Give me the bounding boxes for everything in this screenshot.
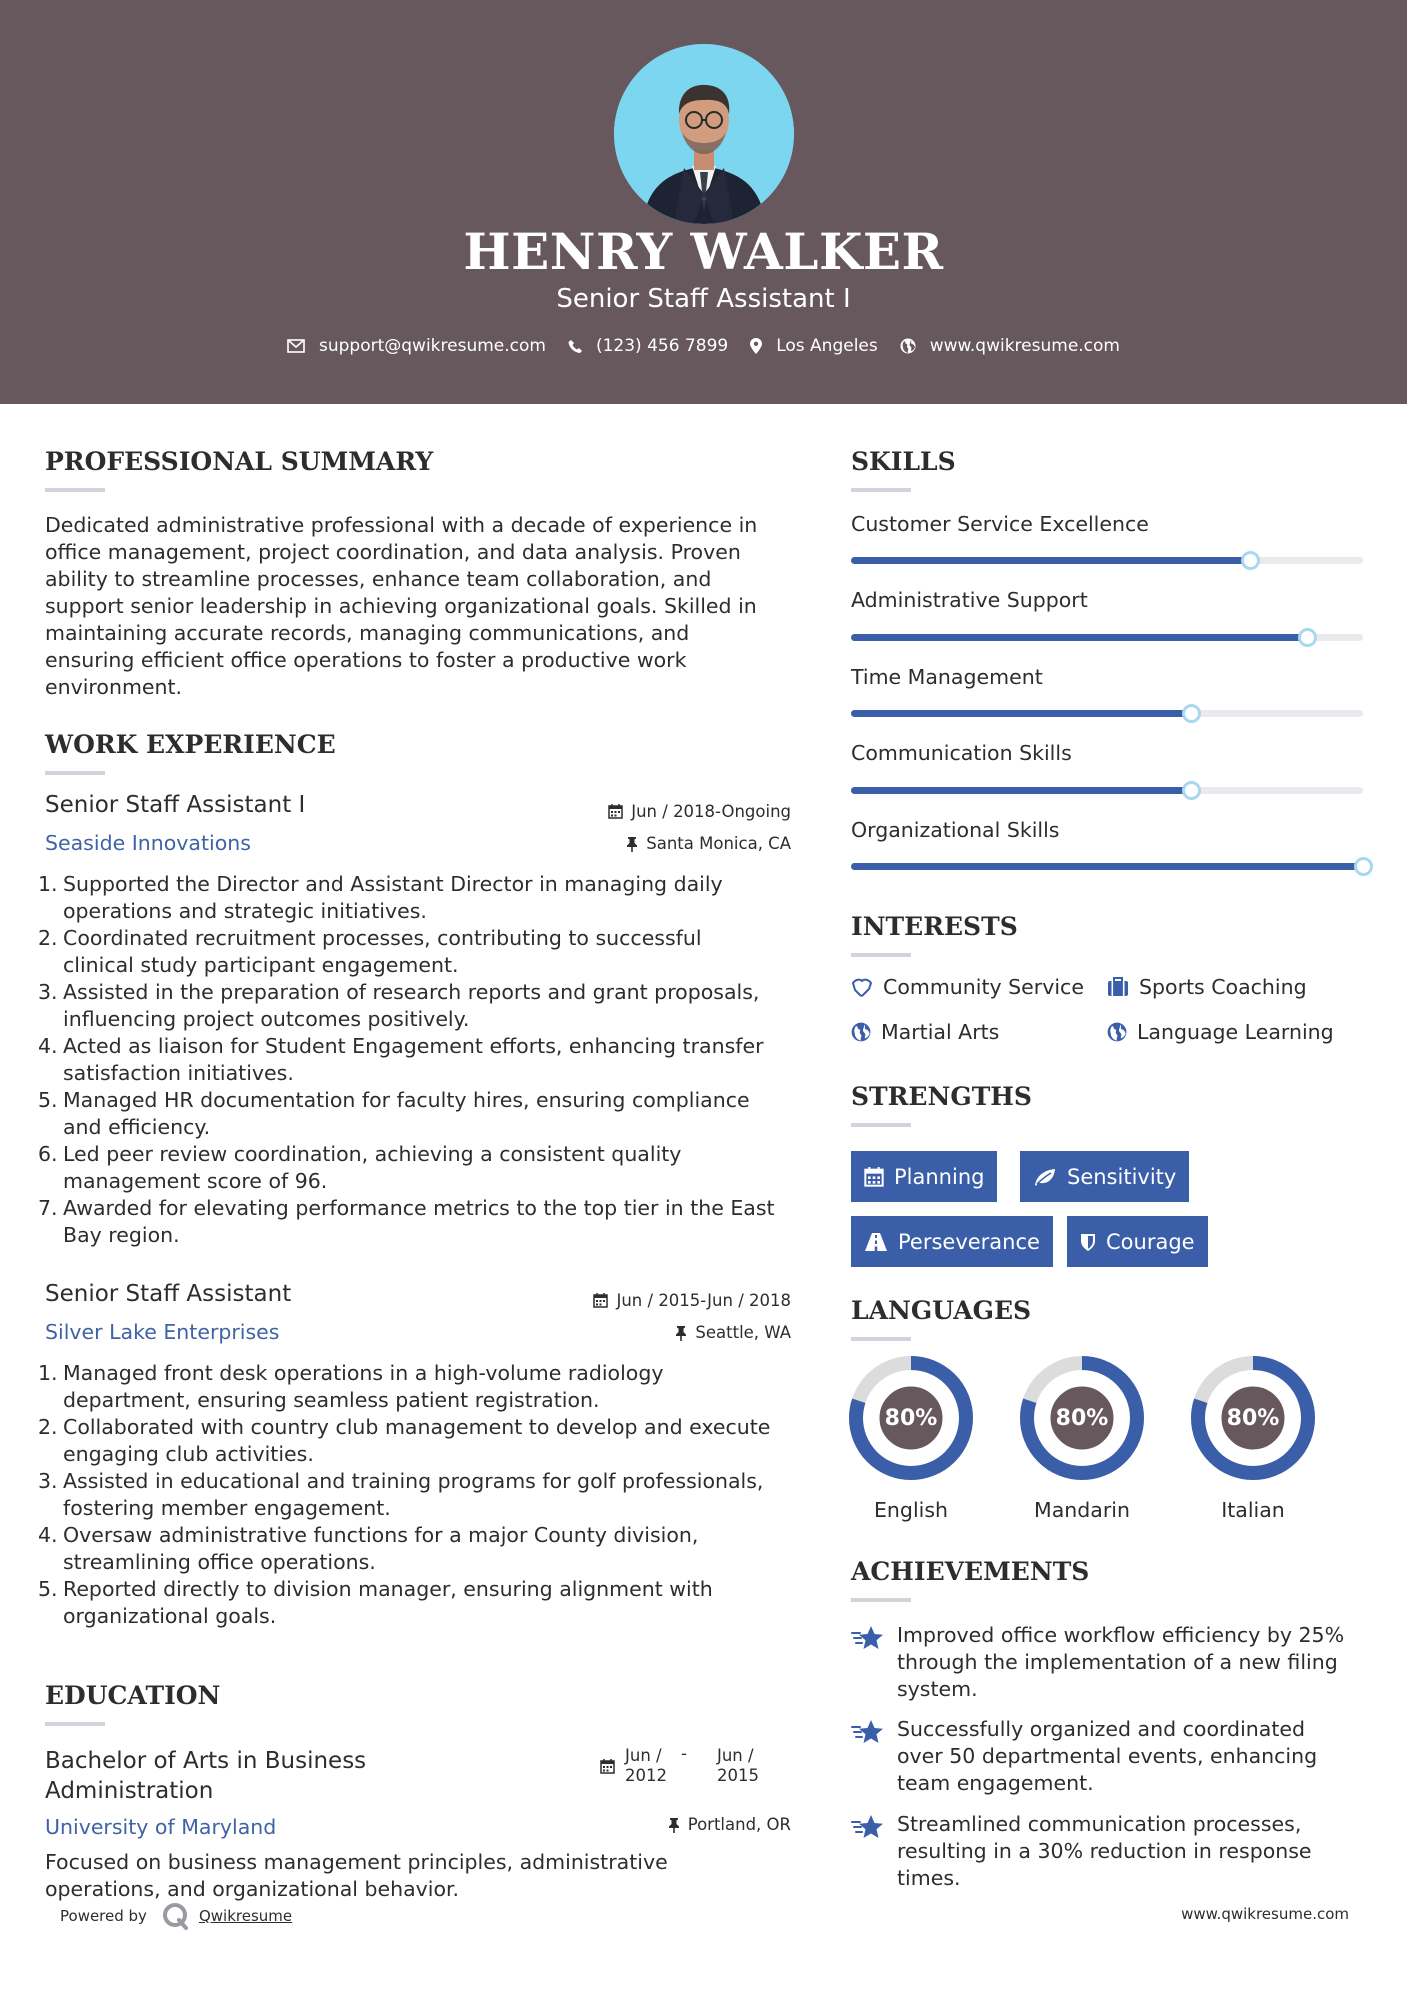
profile-photo-illustration (614, 44, 794, 224)
strength-badge (1067, 1216, 1208, 1267)
job-location-text: Seattle, WA (695, 1323, 791, 1342)
education-description (45, 1849, 668, 1903)
interest-label: Community Service (883, 975, 1084, 999)
school-name: University of Maryland (45, 1815, 277, 1839)
list-number: 2. (38, 1415, 58, 1439)
list-item (0, 1360, 770, 1414)
interest-label: Sports Coaching (1139, 975, 1307, 999)
education-heading: EDUCATION (45, 1681, 221, 1710)
list-line: Bay region. (63, 1223, 180, 1247)
contact-email-text: support@qwikresume.com (319, 336, 546, 356)
skill-bar (851, 557, 1363, 564)
summary-line: environment. (45, 675, 183, 699)
skills-heading: SKILLS (851, 447, 956, 476)
list-line: operations and strategic initiatives. (63, 899, 427, 923)
skill-bar-knob (1182, 781, 1201, 800)
profile-photo (614, 44, 794, 224)
summary-heading-underline (45, 488, 105, 492)
interest-item (1107, 975, 1307, 999)
list-number: 4. (38, 1034, 58, 1058)
job-company: Seaside Innovations (45, 831, 251, 855)
shield-icon (1080, 1232, 1096, 1252)
achievement-item (851, 1622, 1371, 1703)
achievement-line: through the implementation of a new filing (897, 1650, 1338, 1674)
strength-label: Courage (1106, 1229, 1195, 1254)
list-line: Managed front desk operations in a high-volume radiology (63, 1361, 664, 1385)
list-line: Reported directly to division manager, ensuring alignment with (63, 1577, 713, 1601)
road-icon (864, 1232, 888, 1252)
list-item (0, 1576, 770, 1630)
skill-label: Customer Service Excellence (851, 512, 1149, 536)
phone-icon (568, 339, 582, 354)
leaf-icon (1033, 1167, 1057, 1187)
list-line: Assisted in the preparation of research reports and grant proposals, (63, 980, 760, 1004)
education-end (717, 1746, 759, 1786)
list-line: influencing project outcomes positively. (63, 1007, 470, 1031)
languages-heading: LANGUAGES (851, 1296, 1032, 1325)
list-line: clinical study participant engagement. (63, 953, 459, 977)
strength-label: Planning (894, 1164, 985, 1189)
achievements-heading-underline (851, 1598, 911, 1602)
summary-line: maintaining accurate records, managing communications, and (45, 621, 690, 645)
skill-bar-knob (1354, 857, 1373, 876)
education-location-text: Portland, OR (687, 1815, 791, 1834)
job-responsibilities (0, 871, 775, 1249)
briefcase-icon (1107, 977, 1129, 997)
language-item (849, 1356, 973, 1522)
list-line: Acted as liaison for Student Engagement efforts, enhancing transfer (63, 1034, 764, 1058)
list-item (0, 1522, 770, 1576)
achievement-line: Improved office workflow efficiency by 25% (897, 1623, 1345, 1647)
job-date (608, 802, 791, 821)
language-name: Mandarin (1034, 1498, 1130, 1522)
skill-bar-knob (1182, 704, 1201, 723)
skill-label: Organizational Skills (851, 818, 1060, 842)
achievement-line: times. (897, 1866, 961, 1890)
list-item (0, 1468, 770, 1522)
education-description-line: operations, and organizational behavior. (45, 1877, 460, 1901)
education-start-month: Jun / (625, 1746, 662, 1765)
candidate-name: HENRY WALKER (463, 222, 944, 281)
list-line: Coordinated recruitment processes, contributing to successful (63, 926, 702, 950)
strengths-heading-underline (851, 1123, 911, 1127)
list-line: organizational goals. (63, 1604, 277, 1628)
language-percent: 80% (1226, 1405, 1280, 1431)
skill-label: Administrative Support (851, 588, 1088, 612)
strength-label: Perseverance (898, 1229, 1040, 1254)
achievement-line: system. (897, 1677, 978, 1701)
list-line: and efficiency. (63, 1115, 211, 1139)
degree-title (45, 1746, 366, 1806)
language-name: Italian (1221, 1498, 1285, 1522)
globe-icon (900, 338, 916, 354)
language-percent: 80% (884, 1405, 938, 1431)
list-line: Led peer review coordination, achieving a consistent quality (63, 1142, 682, 1166)
contact-email[interactable] (287, 336, 546, 356)
globe-icon (851, 1022, 871, 1042)
achievement-line: Successfully organized and coordinated (897, 1717, 1305, 1741)
achievement-item (851, 1716, 1371, 1797)
job-date (593, 1291, 791, 1310)
education-location (668, 1815, 791, 1834)
list-line: Supported the Director and Assistant Director in managing daily (63, 872, 723, 896)
list-number: 6. (38, 1142, 58, 1166)
list-item (0, 1195, 775, 1249)
strength-badge (851, 1151, 997, 1202)
job-company: Silver Lake Enterprises (45, 1320, 280, 1344)
list-line: streamlining office operations. (63, 1550, 376, 1574)
contact-bar (0, 336, 1407, 356)
strength-badge (851, 1216, 1053, 1267)
education-heading-underline (45, 1722, 105, 1726)
achievement-line: Streamlined communication processes, (897, 1812, 1302, 1836)
calendar-icon (608, 804, 623, 819)
summary-line: office management, project coordination, and data analysis. Proven (45, 540, 741, 564)
job-date-text: Jun / 2015-Jun / 2018 (616, 1291, 791, 1310)
pushpin-icon (626, 836, 638, 852)
list-number: 3. (38, 980, 58, 1004)
list-line: fostering member engagement. (63, 1496, 391, 1520)
map-pin-icon (750, 338, 762, 354)
list-number: 1. (38, 872, 58, 896)
job-title: Senior Staff Assistant I (45, 792, 306, 818)
education-start-year: 2012 (625, 1766, 667, 1785)
globe-icon (1107, 1022, 1127, 1042)
calendar-icon (864, 1167, 884, 1187)
interests-heading: INTERESTS (851, 912, 1018, 941)
interests-heading-underline (851, 953, 911, 957)
pushpin-icon (668, 1817, 680, 1833)
job-title: Senior Staff Assistant (45, 1281, 292, 1307)
star-icon (851, 1813, 885, 1841)
list-line: Awarded for elevating performance metrics to the top tier in the East (63, 1196, 775, 1220)
summary-line: support senior leadership in achieving organizational goals. Skilled in (45, 594, 757, 618)
job-location (626, 834, 791, 853)
strength-label: Sensitivity (1067, 1164, 1177, 1189)
list-line: engaging club activities. (63, 1442, 314, 1466)
resume-header (0, 0, 1407, 404)
skill-bar-knob (1298, 628, 1317, 647)
list-number: 3. (38, 1469, 58, 1493)
interest-item (851, 975, 1084, 999)
skill-bar-fill (851, 557, 1250, 564)
skill-bar-fill (851, 634, 1307, 641)
contact-website[interactable] (900, 336, 1120, 356)
achievement-line: team engagement. (897, 1771, 1094, 1795)
experience-heading: WORK EXPERIENCE (45, 730, 336, 759)
interest-label: Language Learning (1137, 1020, 1334, 1044)
candidate-title: Senior Staff Assistant I (556, 284, 851, 314)
skill-bar (851, 863, 1363, 870)
star-icon (851, 1718, 885, 1746)
list-item (0, 1141, 775, 1195)
list-item (0, 1033, 775, 1087)
skill-bar-fill (851, 710, 1191, 717)
calendar-icon (593, 1293, 608, 1308)
skill-bar (851, 787, 1363, 794)
list-number: 1. (38, 1361, 58, 1385)
language-item (1020, 1356, 1144, 1522)
list-line: Managed HR documentation for faculty hires, ensuring compliance (63, 1088, 750, 1112)
skill-bar (851, 710, 1363, 717)
summary-line: ensuring efficient office operations to foster a productive work (45, 648, 687, 672)
contact-phone[interactable] (568, 336, 728, 356)
skill-label: Communication Skills (851, 741, 1072, 765)
list-line: satisfaction initiatives. (63, 1061, 294, 1085)
summary-text (45, 512, 757, 701)
education-end-year: 2015 (716, 1766, 759, 1785)
interest-item (851, 1020, 999, 1044)
education-start (625, 1746, 667, 1786)
list-item (0, 1087, 775, 1141)
list-item (0, 925, 775, 979)
list-number: 4. (38, 1523, 58, 1547)
contact-location-text: Los Angeles (776, 336, 878, 356)
strength-badge (1020, 1151, 1189, 1202)
contact-phone-text: (123) 456 7899 (595, 336, 729, 356)
education-end-month: Jun / (716, 1746, 754, 1765)
skill-label: Time Management (851, 665, 1043, 689)
job-date-text: Jun / 2018-Ongoing (631, 802, 791, 821)
list-number: 5. (38, 1088, 58, 1112)
interest-item (1107, 1020, 1334, 1044)
skill-bar-knob (1241, 551, 1260, 570)
job-location (675, 1323, 791, 1342)
summary-line: Dedicated administrative professional with a decade of experience in (45, 513, 758, 537)
skills-heading-underline (851, 488, 911, 492)
education-description-line: Focused on business management principles, administrative (45, 1850, 668, 1874)
star-icon (851, 1624, 885, 1652)
list-line: Oversaw administrative functions for a major County division, (63, 1523, 699, 1547)
degree-line: Bachelor of Arts in Business (45, 1748, 367, 1774)
summary-line: ability to streamline processes, enhance team collaboration, and (45, 567, 712, 591)
pushpin-icon (675, 1325, 687, 1341)
achievements-heading: ACHIEVEMENTS (851, 1557, 1090, 1586)
interest-label: Martial Arts (881, 1020, 1000, 1044)
achievement-text (897, 1811, 1312, 1892)
languages-heading-underline (851, 1337, 911, 1341)
list-line: management score of 96. (63, 1169, 328, 1193)
list-line: department, ensuring seamless patient registration. (63, 1388, 600, 1412)
job-location-text: Santa Monica, CA (646, 834, 791, 853)
job-responsibilities (0, 1360, 770, 1630)
list-line: Collaborated with country club management to develop and execute (63, 1415, 771, 1439)
achievement-line: over 50 departmental events, enhancing (897, 1744, 1318, 1768)
calendar-icon (600, 1759, 615, 1774)
qwikresume-link[interactable]: Qwikresume (198, 1907, 293, 1925)
powered-by-text: Powered by (60, 1907, 147, 1925)
skill-bar-fill (851, 787, 1191, 794)
envelope-icon (287, 339, 305, 353)
education-date (600, 1746, 759, 1786)
achievement-line: resulting in a 30% reduction in response (897, 1839, 1312, 1863)
experience-heading-underline (45, 771, 105, 775)
handshake-icon (851, 977, 873, 997)
list-number: 7. (38, 1196, 58, 1220)
language-name: English (873, 1498, 949, 1522)
list-number: 5. (38, 1577, 58, 1601)
degree-line: Administration (45, 1778, 214, 1804)
summary-heading: PROFESSIONAL SUMMARY (45, 447, 434, 476)
strengths-heading: STRENGTHS (851, 1082, 1032, 1111)
achievement-text (897, 1716, 1317, 1797)
list-number: 2. (38, 926, 58, 950)
contact-location (750, 336, 878, 356)
qwikresume-logo-icon (161, 1901, 191, 1931)
skill-bar (851, 634, 1363, 641)
list-item (0, 871, 775, 925)
list-line: Assisted in educational and training programs for golf professionals, (63, 1469, 764, 1493)
education-date-dash: - (681, 1744, 687, 1763)
language-item (1191, 1356, 1315, 1522)
language-percent: 80% (1055, 1405, 1109, 1431)
list-item (0, 1414, 770, 1468)
achievement-text (897, 1622, 1344, 1703)
achievement-item (851, 1811, 1371, 1892)
skill-bar-fill (851, 863, 1363, 870)
list-item (0, 979, 775, 1033)
footer-url[interactable]: www.qwikresume.com (1181, 1905, 1349, 1923)
powered-by (60, 1901, 292, 1931)
contact-website-text: www.qwikresume.com (929, 336, 1120, 356)
